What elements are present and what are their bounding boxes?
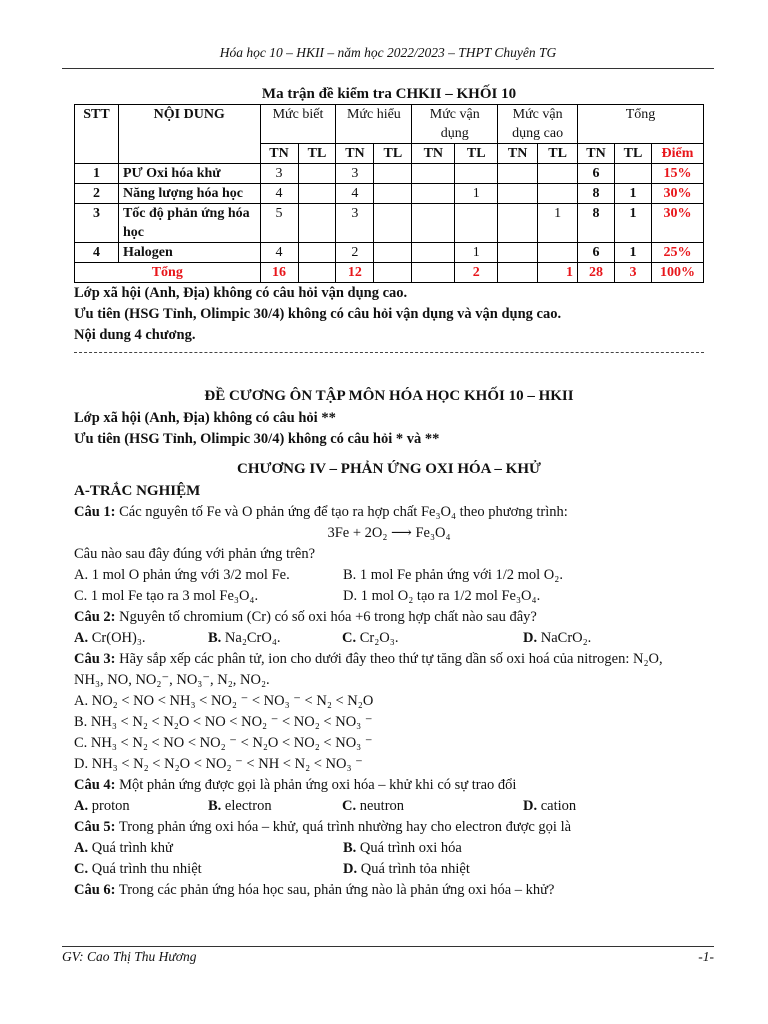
page-header: Hóa học 10 – HKII – năm học 2022/2023 – THPT Chuyên TG <box>219 45 557 60</box>
option-text: NaCrO₂. <box>540 630 592 646</box>
total-empty <box>298 263 336 283</box>
note-line: Lớp xã hội (Anh, Địa) không có câu hỏi vận dụng cao. <box>74 285 408 301</box>
option-b: B. NH₃ < N₂ < N₂O < NO < NO₂ ⁻ < NO₂ < NO₃ ⁻ <box>74 714 373 730</box>
option-c <box>342 628 523 649</box>
question-label: Câu 3: <box>74 651 116 667</box>
cell-value <box>298 164 336 184</box>
cell-value <box>538 184 578 204</box>
page-number: -1- <box>698 949 714 964</box>
option-c <box>74 859 343 880</box>
cell-diem: 15% <box>651 164 703 184</box>
option-d <box>343 859 470 880</box>
cell-value <box>374 164 412 184</box>
cell-value <box>412 184 455 204</box>
question-label: Câu 6: <box>74 882 116 898</box>
option-c: C. NH₃ < N₂ < NO < NO₂ ⁻ < N₂O < NO₂ < NO₃ ⁻ <box>74 735 373 751</box>
option-key: C. <box>342 630 357 646</box>
subheader-cell: TL <box>615 144 652 164</box>
cell-value <box>498 204 538 243</box>
cell-total: 1 <box>615 204 652 243</box>
cell-noi-dung: Halogen <box>118 243 260 263</box>
question-2 <box>74 607 704 628</box>
cell-value: 2 <box>336 243 374 263</box>
question-5-options-ab <box>74 838 704 859</box>
cell-value: 3 <box>336 204 374 243</box>
question-text: Nguyên tố chromium (Cr) có số oxi hóa +6 trong hợp chất nào sau đây? <box>119 609 537 625</box>
option-b <box>343 838 462 859</box>
cell-stt: 3 <box>75 204 119 243</box>
header-stt: STT <box>75 105 119 164</box>
option-key: A. <box>74 840 89 856</box>
cell-diem: 25% <box>651 243 703 263</box>
total-empty <box>374 263 412 283</box>
cell-value <box>298 184 336 204</box>
option-key: C. <box>342 798 357 814</box>
cell-value <box>455 204 498 243</box>
table-header-row <box>75 105 704 144</box>
option-text: proton <box>91 798 130 814</box>
subheader-cell: TN <box>336 144 374 164</box>
cell-total: 8 <box>578 204 615 243</box>
option-text: cation <box>540 798 577 814</box>
header-van-dung-cao: Mức vận dụng cao <box>498 105 578 144</box>
table-total-row <box>75 263 704 283</box>
option-d <box>523 628 675 649</box>
total-diem: 100% <box>651 263 703 283</box>
cell-stt: 1 <box>75 164 119 184</box>
cell-total: 6 <box>578 164 615 184</box>
option-a: A. NO₂ < NO < NH₃ < NO₂ ⁻ < NO₃ ⁻ < N₂ < N₂O <box>74 693 374 709</box>
note-line: Ưu tiên (HSG Tỉnh, Olimpic 30/4) không có câu hỏi vận dụng và vận dụng cao. <box>74 306 562 322</box>
subheader-cell: TN <box>578 144 615 164</box>
option-text: Quá trình tỏa nhiệt <box>360 861 470 877</box>
subheader-cell: TL <box>298 144 336 164</box>
cell-total <box>615 164 652 184</box>
question-3-text-cont: NH₃, NO, NO₂⁻, NO₃⁻, N₂, NO₂. <box>74 672 270 688</box>
cell-total: 8 <box>578 184 615 204</box>
total-empty <box>412 263 455 283</box>
table-row <box>75 204 704 243</box>
cell-value: 3 <box>336 164 374 184</box>
subheader-diem: Điểm <box>651 144 703 164</box>
cell-total: 1 <box>615 184 652 204</box>
option-key: D. <box>523 630 538 646</box>
option-text: Quá trình oxi hóa <box>359 840 462 856</box>
chapter-title: CHƯƠNG IV – PHẢN ỨNG OXI HÓA – KHỬ <box>237 461 541 477</box>
question-6 <box>74 880 704 901</box>
question-5-options-cd <box>74 859 704 880</box>
cell-value <box>374 204 412 243</box>
question-text: Hãy sắp xếp các phân tử, ion cho dưới đây theo thứ tự tăng dần số oxi hoá của nitrogen: N₂O, <box>119 651 663 667</box>
question-1-options-cd <box>74 586 704 607</box>
subheader-cell: TN <box>412 144 455 164</box>
option-key: B. <box>208 630 222 646</box>
cell-value <box>412 243 455 263</box>
total-value: 12 <box>336 263 374 283</box>
header-muc-biet: Mức biết <box>260 105 336 144</box>
option-text: Quá trình thu nhiệt <box>91 861 202 877</box>
note-line: Nội dung 4 chương. <box>74 327 196 343</box>
cell-value <box>498 184 538 204</box>
question-4 <box>74 775 704 796</box>
cell-value <box>298 204 336 243</box>
dashed-separator <box>74 352 704 363</box>
question-label: Câu 2: <box>74 609 116 625</box>
option-d <box>523 796 675 817</box>
subheader-cell: TL <box>538 144 578 164</box>
matrix-title: Ma trận đề kiểm tra CHKII – KHỐI 10 <box>261 86 517 102</box>
table-row <box>75 164 704 184</box>
header-tong: Tổng <box>578 105 704 144</box>
cell-value <box>298 243 336 263</box>
cell-value: 5 <box>260 204 298 243</box>
option-key: B. <box>208 798 222 814</box>
cell-value <box>455 164 498 184</box>
cell-value <box>412 204 455 243</box>
question-1-options-ab <box>74 565 704 586</box>
option-text: electron <box>224 798 272 814</box>
option-c <box>342 796 523 817</box>
matrix-notes <box>74 283 704 346</box>
footer-author: GV: Cao Thị Thu Hương <box>62 949 197 964</box>
total-label: Tổng <box>75 263 261 283</box>
cell-value <box>498 243 538 263</box>
option-text: Na₂CrO₄. <box>224 630 281 646</box>
header-rule <box>62 68 714 69</box>
question-text: Trong các phản ứng hóa học sau, phản ứng nào là phản ứng oxi hóa – khử? <box>118 882 555 898</box>
option-text: neutron <box>359 798 405 814</box>
document-body <box>74 84 704 901</box>
section-title: A-TRẮC NGHIỆM <box>74 483 201 499</box>
question-label: Câu 4: <box>74 777 116 793</box>
question-1-equation: 3Fe + 2O₂ ⟶ Fe₃O₄ <box>327 525 451 541</box>
option-text: Quá trình khử <box>91 840 173 856</box>
question-2-options <box>74 628 704 649</box>
exam-matrix-table <box>74 104 704 283</box>
option-a: A. 1 mol O phản ứng với 3/2 mol Fe. <box>74 567 290 583</box>
cell-value <box>374 243 412 263</box>
subheader-cell: TL <box>374 144 412 164</box>
option-key: A. <box>74 630 89 646</box>
option-b <box>208 628 342 649</box>
total-value: 28 <box>578 263 615 283</box>
cell-noi-dung: Tốc độ phản ứng hóa học <box>118 204 260 243</box>
cell-value: 1 <box>455 184 498 204</box>
question-text: Trong phản ứng oxi hóa – khử, quá trình nhường hay cho electron được gọi là <box>118 819 572 835</box>
total-value: 3 <box>615 263 652 283</box>
table-row <box>75 184 704 204</box>
question-text: Các nguyên tố Fe và O phản ứng để tạo ra hợp chất Fe₃O₄ theo phương trình: <box>119 504 568 520</box>
option-d: D. NH₃ < N₂ < N₂O < NO₂ ⁻ < NH < N₂ < NO₃ ⁻ <box>74 756 363 772</box>
question-3 <box>74 649 704 670</box>
option-key: D. <box>343 861 358 877</box>
outline-note-2: Ưu tiên (HSG Tỉnh, Olimpic 30/4) không có câu hỏi * và ** <box>74 431 440 447</box>
question-1 <box>74 502 704 523</box>
cell-value: 1 <box>455 243 498 263</box>
outline-title: ĐỀ CƯƠNG ÔN TẬP MÔN HÓA HỌC KHỐI 10 – HKII <box>204 388 574 404</box>
cell-total: 1 <box>615 243 652 263</box>
option-a <box>74 628 208 649</box>
question-4-options <box>74 796 704 817</box>
cell-value: 4 <box>260 243 298 263</box>
outline-note-1: Lớp xã hội (Anh, Địa) không có câu hỏi ** <box>74 410 336 426</box>
option-key: B. <box>343 840 357 856</box>
total-empty <box>498 263 538 283</box>
option-key: C. <box>74 861 89 877</box>
header-van-dung: Mức vận dụng <box>412 105 498 144</box>
cell-value: 4 <box>336 184 374 204</box>
option-d: D. 1 mol O₂ tạo ra 1/2 mol Fe₃O₄. <box>343 588 541 604</box>
cell-diem: 30% <box>651 204 703 243</box>
cell-value <box>374 184 412 204</box>
cell-noi-dung: PƯ Oxi hóa khử <box>118 164 260 184</box>
cell-value: 3 <box>260 164 298 184</box>
subheader-cell: TL <box>455 144 498 164</box>
option-key: A. <box>74 798 89 814</box>
question-5 <box>74 817 704 838</box>
table-row <box>75 243 704 263</box>
cell-value <box>498 164 538 184</box>
option-text: Cr(OH)₃. <box>91 630 146 646</box>
question-text: Một phản ứng được gọi là phản ứng oxi hóa – khử khi có sự trao đổi <box>119 777 517 793</box>
cell-value: 4 <box>260 184 298 204</box>
option-b: B. 1 mol Fe phản ứng với 1/2 mol O₂. <box>343 567 563 583</box>
option-a <box>74 838 343 859</box>
cell-value <box>412 164 455 184</box>
page-footer <box>62 946 714 965</box>
cell-noi-dung: Năng lượng hóa học <box>118 184 260 204</box>
option-text: Cr₂O₃. <box>359 630 399 646</box>
option-c: C. 1 mol Fe tạo ra 3 mol Fe₃O₄. <box>74 588 259 604</box>
total-value: 2 <box>455 263 498 283</box>
header-muc-hieu: Mức hiểu <box>336 105 412 144</box>
cell-stt: 4 <box>75 243 119 263</box>
option-a <box>74 796 208 817</box>
subheader-cell: TN <box>498 144 538 164</box>
cell-value: 1 <box>538 204 578 243</box>
question-1-ask: Câu nào sau đây đúng với phản ứng trên? <box>74 546 316 562</box>
option-key: D. <box>523 798 538 814</box>
header-noi-dung: NỘI DUNG <box>118 105 260 164</box>
total-value: 16 <box>260 263 298 283</box>
cell-value <box>538 243 578 263</box>
total-value: 1 <box>538 263 578 283</box>
option-b <box>208 796 342 817</box>
cell-stt: 2 <box>75 184 119 204</box>
subheader-cell: TN <box>260 144 298 164</box>
question-label: Câu 5: <box>74 819 116 835</box>
cell-diem: 30% <box>651 184 703 204</box>
question-label: Câu 1: <box>74 504 116 520</box>
cell-total: 6 <box>578 243 615 263</box>
cell-value <box>538 164 578 184</box>
